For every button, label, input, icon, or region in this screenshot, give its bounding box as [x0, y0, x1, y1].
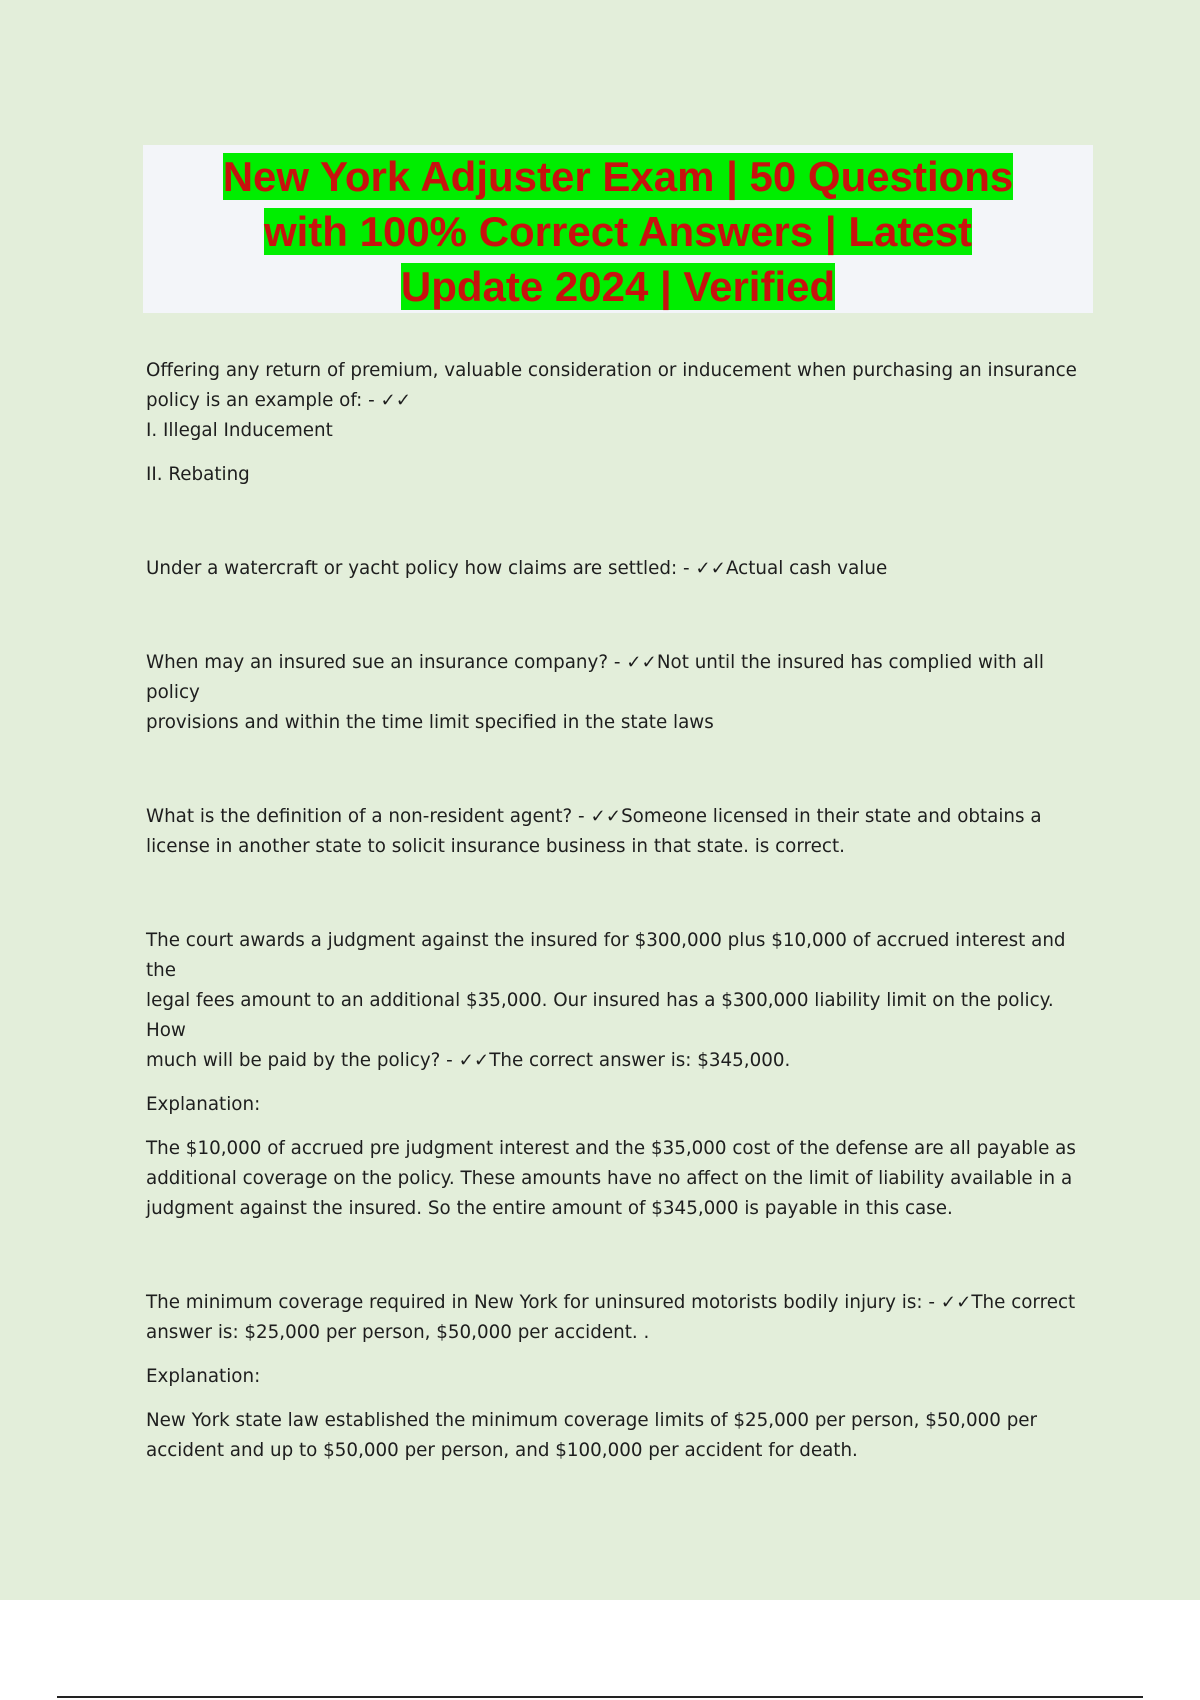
- explanation-line: The $10,000 of accrued pre judgment interest and the $35,000 cost of the defense are all payable as: [146, 1138, 1076, 1159]
- answer-option: I. Illegal Inducement: [146, 420, 333, 441]
- title-line-1: New York Adjuster Exam | 50 Questions: [222, 153, 1014, 200]
- explanation-label: Explanation:: [146, 1366, 261, 1387]
- question-line: When may an insured sue an insurance company? - ✓✓Not until the insured has complied with all policy: [146, 652, 1044, 703]
- question-line: answer is: $25,000 per person, $50,000 per accident. .: [146, 1322, 650, 1343]
- question-line: policy is an example of: - ✓✓: [146, 390, 412, 411]
- footer-divider: [57, 1696, 1143, 1698]
- question-line: much will be paid by the policy? - ✓✓The correct answer is: $345,000.: [146, 1050, 791, 1071]
- qa-item-6: [146, 1288, 1096, 1466]
- question-line: What is the definition of a non-resident agent? - ✓✓Someone licensed in their state and obtains a: [146, 806, 1042, 827]
- title-banner: [143, 145, 1093, 313]
- explanation-line: additional coverage on the policy. These amounts have no affect on the limit of liability available in a: [146, 1168, 1073, 1189]
- qa-item-5: [146, 926, 1096, 1224]
- title-line-2: with 100% Correct Answers | Latest: [263, 208, 973, 255]
- explanation-label: Explanation:: [146, 1094, 261, 1115]
- question-line: legal fees amount to an additional $35,000. Our insured has a $300,000 liability limit on the policy. How: [146, 990, 1054, 1041]
- explanation-line: accident and up to $50,000 per person, and $100,000 per accident for death.: [146, 1440, 858, 1461]
- question-line: license in another state to solicit insurance business in that state. is correct.: [146, 836, 845, 857]
- question-line: The minimum coverage required in New York for uninsured motorists bodily injury is: - ✓✓The correct: [146, 1292, 1076, 1313]
- document-body: [146, 356, 1096, 1466]
- explanation-line: New York state law established the minimum coverage limits of $25,000 per person, $50,000 per: [146, 1410, 1038, 1431]
- title-line-3: Update 2024 | Verified: [400, 263, 836, 310]
- question-line: provisions and within the time limit specified in the state laws: [146, 712, 714, 733]
- question-line: The court awards a judgment against the insured for $300,000 plus $10,000 of accrued interest and the: [146, 930, 1066, 981]
- explanation-line: judgment against the insured. So the entire amount of $345,000 is payable in this case.: [146, 1198, 953, 1219]
- question-line: Offering any return of premium, valuable consideration or inducement when purchasing an insurance: [146, 360, 1077, 381]
- answer-option: II. Rebating: [146, 464, 250, 485]
- qa-item-2: [146, 554, 1096, 584]
- qa-item-1: [146, 356, 1096, 490]
- document-title: [143, 145, 1093, 314]
- qa-item-3: [146, 648, 1096, 738]
- qa-item-4: [146, 802, 1096, 862]
- question-line: Under a watercraft or yacht policy how claims are settled: - ✓✓Actual cash value: [146, 558, 888, 579]
